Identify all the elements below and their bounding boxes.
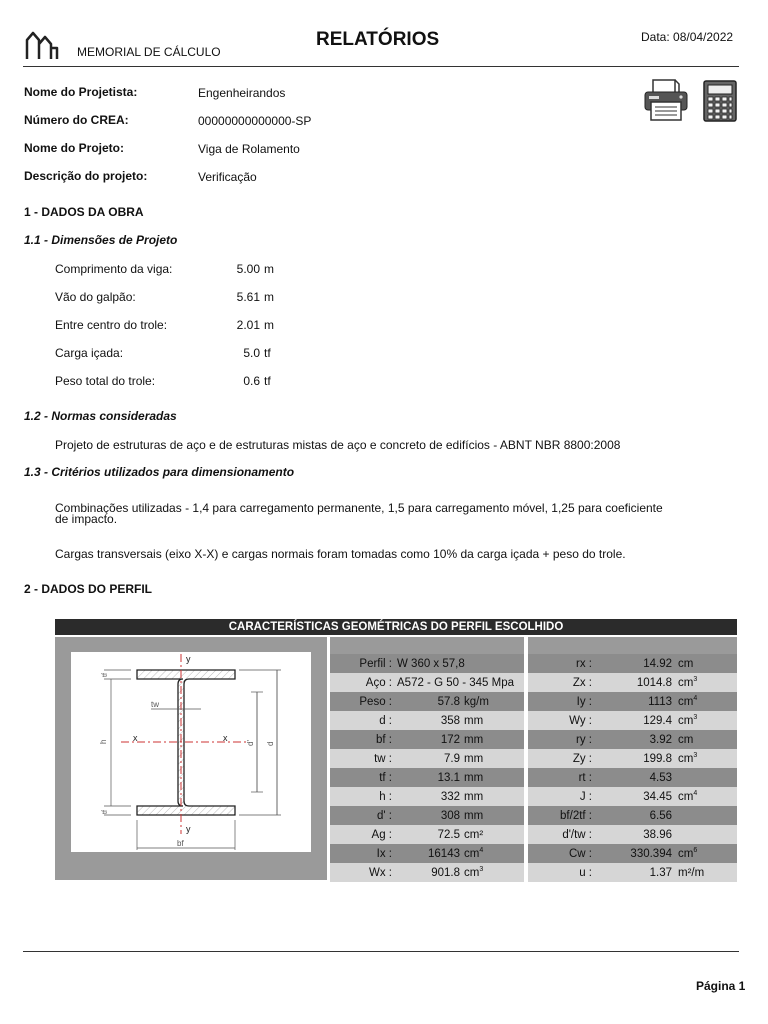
prop-value: 901.8 <box>431 866 460 879</box>
prop-value: 3.92 <box>649 733 672 746</box>
footer-divider <box>23 951 739 952</box>
prop-value: 1.37 <box>649 866 672 879</box>
table-row <box>528 768 737 787</box>
prop-unit-exponent: 4 <box>479 847 484 854</box>
section1-2-title: 1.2 - Normas consideradas <box>24 409 177 423</box>
table-row <box>330 673 524 692</box>
prop-label: Peso : <box>359 695 392 708</box>
prop-label: bf : <box>376 733 392 746</box>
prop-label: d : <box>379 714 392 727</box>
prop-value: 1014.8 <box>636 676 672 689</box>
page-number: Página 1 <box>696 979 746 993</box>
dim-value: 5.00 <box>236 262 260 276</box>
svg-text:tw: tw <box>151 700 159 709</box>
dim-value: 0.6 <box>243 374 260 388</box>
building-logo-icon <box>24 30 60 60</box>
header-divider <box>23 66 739 67</box>
table-row <box>528 654 737 673</box>
prop-value: 332 <box>440 790 460 803</box>
prop-unit: cm <box>678 715 694 727</box>
dim-label: Carga içada: <box>55 346 124 360</box>
table-row <box>528 673 737 692</box>
prop-value: W 360 x 57,8 <box>397 657 465 670</box>
prop-unit-exponent: 4 <box>693 790 698 797</box>
prop-value: 16143 <box>428 847 460 860</box>
table-row <box>330 806 524 825</box>
prop-unit: cm <box>678 753 694 765</box>
prop-unit-exponent: 3 <box>693 752 698 759</box>
dim-label: Vão do galpão: <box>55 290 136 304</box>
report-date: Data: 08/04/2022 <box>641 30 734 44</box>
prop-unit-exponent: 3 <box>693 714 698 721</box>
dim-unit: tf <box>264 374 271 388</box>
section1-3-title: 1.3 - Critérios utilizados para dimensionamento <box>24 465 295 479</box>
prop-value: A572 - G 50 - 345 Mpa <box>397 676 514 689</box>
prop-value: 199.8 <box>643 752 672 765</box>
dim-value: 5.0 <box>243 346 260 360</box>
prop-unit: mm <box>464 733 484 746</box>
prop-label: Ag : <box>371 828 392 841</box>
prop-unit: mm <box>464 752 484 765</box>
dim-unit: m <box>264 318 274 332</box>
criteria-line-1: Combinações utilizadas - 1,4 para carregamento permanente, 1,5 para carregamento móvel, 1,25 para coeficiente <box>55 501 663 515</box>
crea-value: 00000000000000-SP <box>198 114 312 128</box>
table-row <box>528 692 737 711</box>
prop-label: d' : <box>377 809 392 822</box>
prop-label: rx : <box>576 657 592 670</box>
criteria-line-2: Cargas transversais (eixo X-X) e cargas normais foram tomadas como 10% da carga içada + peso do trole. <box>55 547 626 561</box>
profile-diagram <box>71 652 311 852</box>
dim-unit: m <box>264 290 274 304</box>
table-row <box>528 825 737 844</box>
header-subtitle: MEMORIAL DE CÁLCULO <box>77 45 221 59</box>
prop-label: h : <box>379 790 392 803</box>
prop-label: J : <box>579 790 592 803</box>
crea-label: Número do CREA: <box>24 113 129 127</box>
calculator-icon[interactable] <box>703 80 737 122</box>
prop-unit: cm <box>678 733 694 746</box>
prop-unit: mm <box>464 771 484 784</box>
table-row <box>528 787 737 806</box>
table-row <box>330 844 524 863</box>
dim-unit: m <box>264 262 274 276</box>
prop-value: 38.96 <box>643 828 672 841</box>
svg-text:x: x <box>223 733 228 743</box>
table-row <box>528 730 737 749</box>
prop-unit: cm <box>464 867 480 879</box>
prop-value: 72.5 <box>437 828 460 841</box>
prop-value: 14.92 <box>643 657 672 670</box>
prop-unit: cm <box>678 696 694 708</box>
prop-label: Cw : <box>569 847 592 860</box>
prop-value: 13.1 <box>437 771 460 784</box>
svg-text:d': d' <box>246 740 255 746</box>
prop-label: tf : <box>379 771 392 784</box>
dim-unit: tf <box>264 346 271 360</box>
table-row <box>528 844 737 863</box>
prop-unit-exponent: 4 <box>693 695 698 702</box>
prop-value: 57.8 <box>437 695 460 708</box>
prop-value: 34.45 <box>643 790 672 803</box>
project-desc-value: Verificação <box>198 170 257 184</box>
prop-value: 4.53 <box>649 771 672 784</box>
table-row <box>330 749 524 768</box>
criteria-line-1b: de impacto. <box>55 512 118 526</box>
prop-value: 129.4 <box>643 714 672 727</box>
prop-unit-exponent: 3 <box>693 676 698 683</box>
prop-label: rt : <box>578 771 592 784</box>
dim-value: 5.61 <box>236 290 260 304</box>
table-row <box>330 654 524 673</box>
prop-label: ry : <box>576 733 592 746</box>
prop-unit: cm <box>678 657 694 670</box>
designer-label: Nome do Projetista: <box>24 85 138 99</box>
prop-unit-exponent: 3 <box>479 866 484 873</box>
prop-unit-exponent: 6 <box>693 847 698 854</box>
prop-value: 308 <box>440 809 460 822</box>
project-desc-label: Descrição do projeto: <box>24 169 148 183</box>
table-row <box>330 730 524 749</box>
svg-text:tf: tf <box>102 810 109 814</box>
svg-text:h: h <box>99 739 108 744</box>
prop-label: tw : <box>374 752 392 765</box>
designer-value: Engenheirandos <box>198 86 286 100</box>
table-row <box>528 749 737 768</box>
prop-unit: mm <box>464 790 484 803</box>
prop-label: Wx : <box>369 866 392 879</box>
prop-label: u : <box>579 866 592 879</box>
table-row <box>330 787 524 806</box>
prop-unit: cm <box>678 677 694 689</box>
prop-value: 1113 <box>648 695 672 708</box>
prop-label: Aço : <box>365 676 392 689</box>
svg-text:d: d <box>266 741 275 746</box>
project-name-label: Nome do Projeto: <box>24 141 125 155</box>
prop-label: Zx : <box>572 676 592 689</box>
prop-value: 358 <box>440 714 460 727</box>
prop-unit: cm <box>678 848 694 860</box>
prop-unit: kg/m <box>464 695 489 708</box>
table-row <box>528 806 737 825</box>
prop-label: d'/tw : <box>562 828 592 841</box>
table-row <box>528 711 737 730</box>
dim-label: Comprimento da viga: <box>55 262 173 276</box>
prop-value: 172 <box>440 733 460 746</box>
section1-title: 1 - DADOS DA OBRA <box>24 205 144 219</box>
table-row <box>330 863 524 882</box>
dim-label: Peso total do trole: <box>55 374 156 388</box>
table-row <box>330 692 524 711</box>
prop-label: Zy : <box>572 752 592 765</box>
prop-label: Iy : <box>576 695 592 708</box>
section2-title: 2 - DADOS DO PERFIL <box>24 582 153 596</box>
prop-value: 6.56 <box>649 809 672 822</box>
norma-text: Projeto de estruturas de aço e de estruturas mistas de aço e concreto de edifícios - ABNT NBR 8800:2008 <box>55 438 621 452</box>
section1-1-title: 1.1 - Dimensões de Projeto <box>24 233 178 247</box>
prop-value: 330.394 <box>630 847 672 860</box>
table-row <box>528 863 737 882</box>
prop-label: Ix : <box>376 847 392 860</box>
prop-label: bf/2tf : <box>560 809 592 822</box>
svg-text:tf: tf <box>102 673 109 677</box>
table-row <box>330 768 524 787</box>
prop-unit: mm <box>464 809 484 822</box>
prop-label: Wy : <box>569 714 592 727</box>
svg-text:x: x <box>133 733 138 743</box>
project-name-value: Viga de Rolamento <box>198 142 300 156</box>
svg-text:y: y <box>186 654 191 664</box>
dim-value: 2.01 <box>236 318 260 332</box>
dim-label: Entre centro do trole: <box>55 318 168 332</box>
prop-unit: cm <box>464 848 480 860</box>
prop-unit: cm <box>678 791 694 803</box>
svg-text:bf: bf <box>177 839 184 848</box>
prop-value: 7.9 <box>444 752 460 765</box>
svg-text:y: y <box>186 824 191 834</box>
prop-unit: m²/m <box>678 866 705 879</box>
page-title: RELATÓRIOS <box>316 29 440 50</box>
prop-unit: mm <box>464 714 484 727</box>
table-row <box>330 825 524 844</box>
table-row <box>330 711 524 730</box>
printer-icon[interactable] <box>643 78 689 122</box>
prop-unit: cm² <box>464 828 484 841</box>
table-title: CARACTERÍSTICAS GEOMÉTRICAS DO PERFIL ESCOLHIDO <box>55 619 737 635</box>
prop-label: Perfil : <box>359 657 392 670</box>
